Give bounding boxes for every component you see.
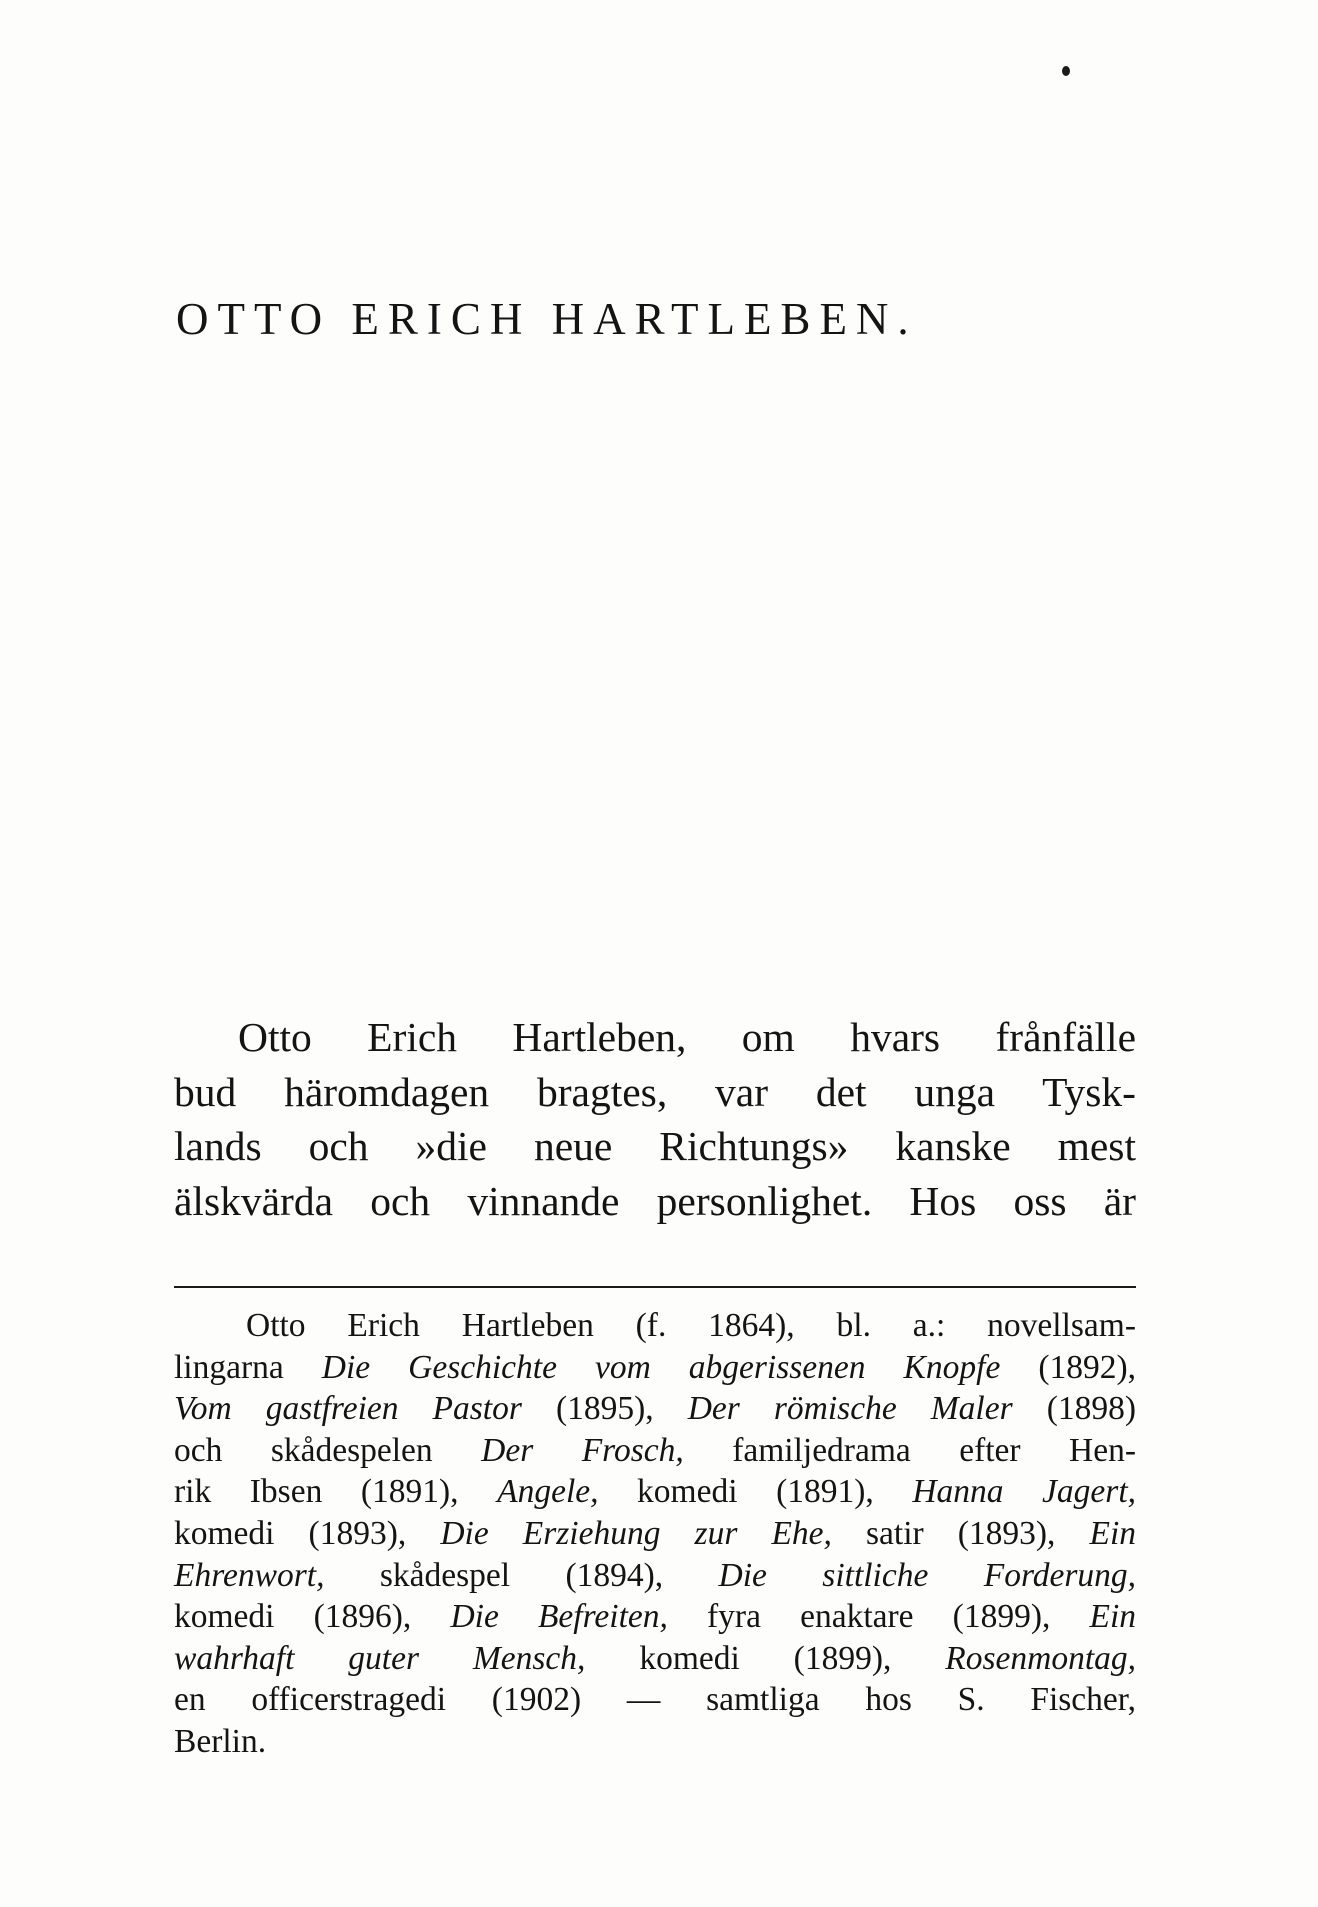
footnote-line: Vom gastfreien Pastor (1895), Der römische Maler (1898) — [174, 1390, 1136, 1428]
work-title: Die Geschichte vom abgerissenen Knopfe — [321, 1348, 1001, 1386]
work-title: Die sittliche Forderung, — [718, 1556, 1137, 1594]
chapter-title: OTTO ERICH HARTLEBEN. — [176, 294, 918, 344]
footnote — [174, 1305, 1136, 1763]
work-title: Angele, — [497, 1473, 599, 1511]
work-title: Hanna Jagert, — [912, 1473, 1137, 1511]
footnote-line: rik Ibsen (1891), Angele, komedi (1891), Hanna Jagert, — [174, 1473, 1137, 1511]
footnote-line: Otto Erich Hartleben (f. 1864), bl. a.: novellsam- — [246, 1307, 1136, 1344]
work-title: Der Frosch, — [481, 1431, 684, 1469]
work-title: Die Erziehung zur Ehe, — [440, 1514, 832, 1552]
footnote-line: komedi (1896), Die Befreiten, fyra enaktare (1899), Ein — [174, 1598, 1137, 1636]
work-title: Ein — [1089, 1514, 1137, 1552]
body-line: bud häromdagen bragtes, var det unga Tysk- — [174, 1068, 1136, 1115]
footnote-line: wahrhaft guter Mensch, komedi (1899), Rosenmontag, — [174, 1639, 1137, 1677]
work-title: Ehrenwort, — [174, 1556, 325, 1594]
ink-speck — [1062, 66, 1070, 76]
body-line: Otto Erich Hartleben, om hvars frånfälle — [238, 1014, 1136, 1060]
work-title: Vom gastfreien Pastor — [174, 1390, 522, 1428]
footnote-line: Berlin. — [174, 1722, 267, 1760]
footnote-divider — [174, 1286, 1136, 1288]
footnote-line: en officerstragedi (1902) — samtliga hos S. Fischer, — [174, 1681, 1136, 1719]
work-title: Ein — [1089, 1598, 1137, 1636]
body-line: älskvärda och vinnande personlighet. Hos oss är — [174, 1177, 1136, 1224]
footnote-line: och skådespelen Der Frosch, familjedrama efter Hen- — [174, 1431, 1136, 1469]
work-title: Rosenmontag, — [945, 1639, 1137, 1677]
work-title: Die Befreiten, — [450, 1598, 668, 1636]
footnote-line: Ehrenwort, skådespel (1894), Die sittliche Forderung, — [174, 1556, 1137, 1594]
work-title: wahrhaft guter Mensch, — [174, 1639, 586, 1677]
footnote-line: lingarna Die Geschichte vom abgerissenen Knopfe (1892), — [174, 1348, 1136, 1386]
work-title: Der römische Maler — [687, 1390, 1013, 1428]
body-line: lands och »die neue Richtungs» kanske mest — [174, 1123, 1136, 1169]
footnote-line: komedi (1893), Die Erziehung zur Ehe, satir (1893), Ein — [174, 1514, 1137, 1552]
body-paragraph — [174, 1010, 1136, 1228]
